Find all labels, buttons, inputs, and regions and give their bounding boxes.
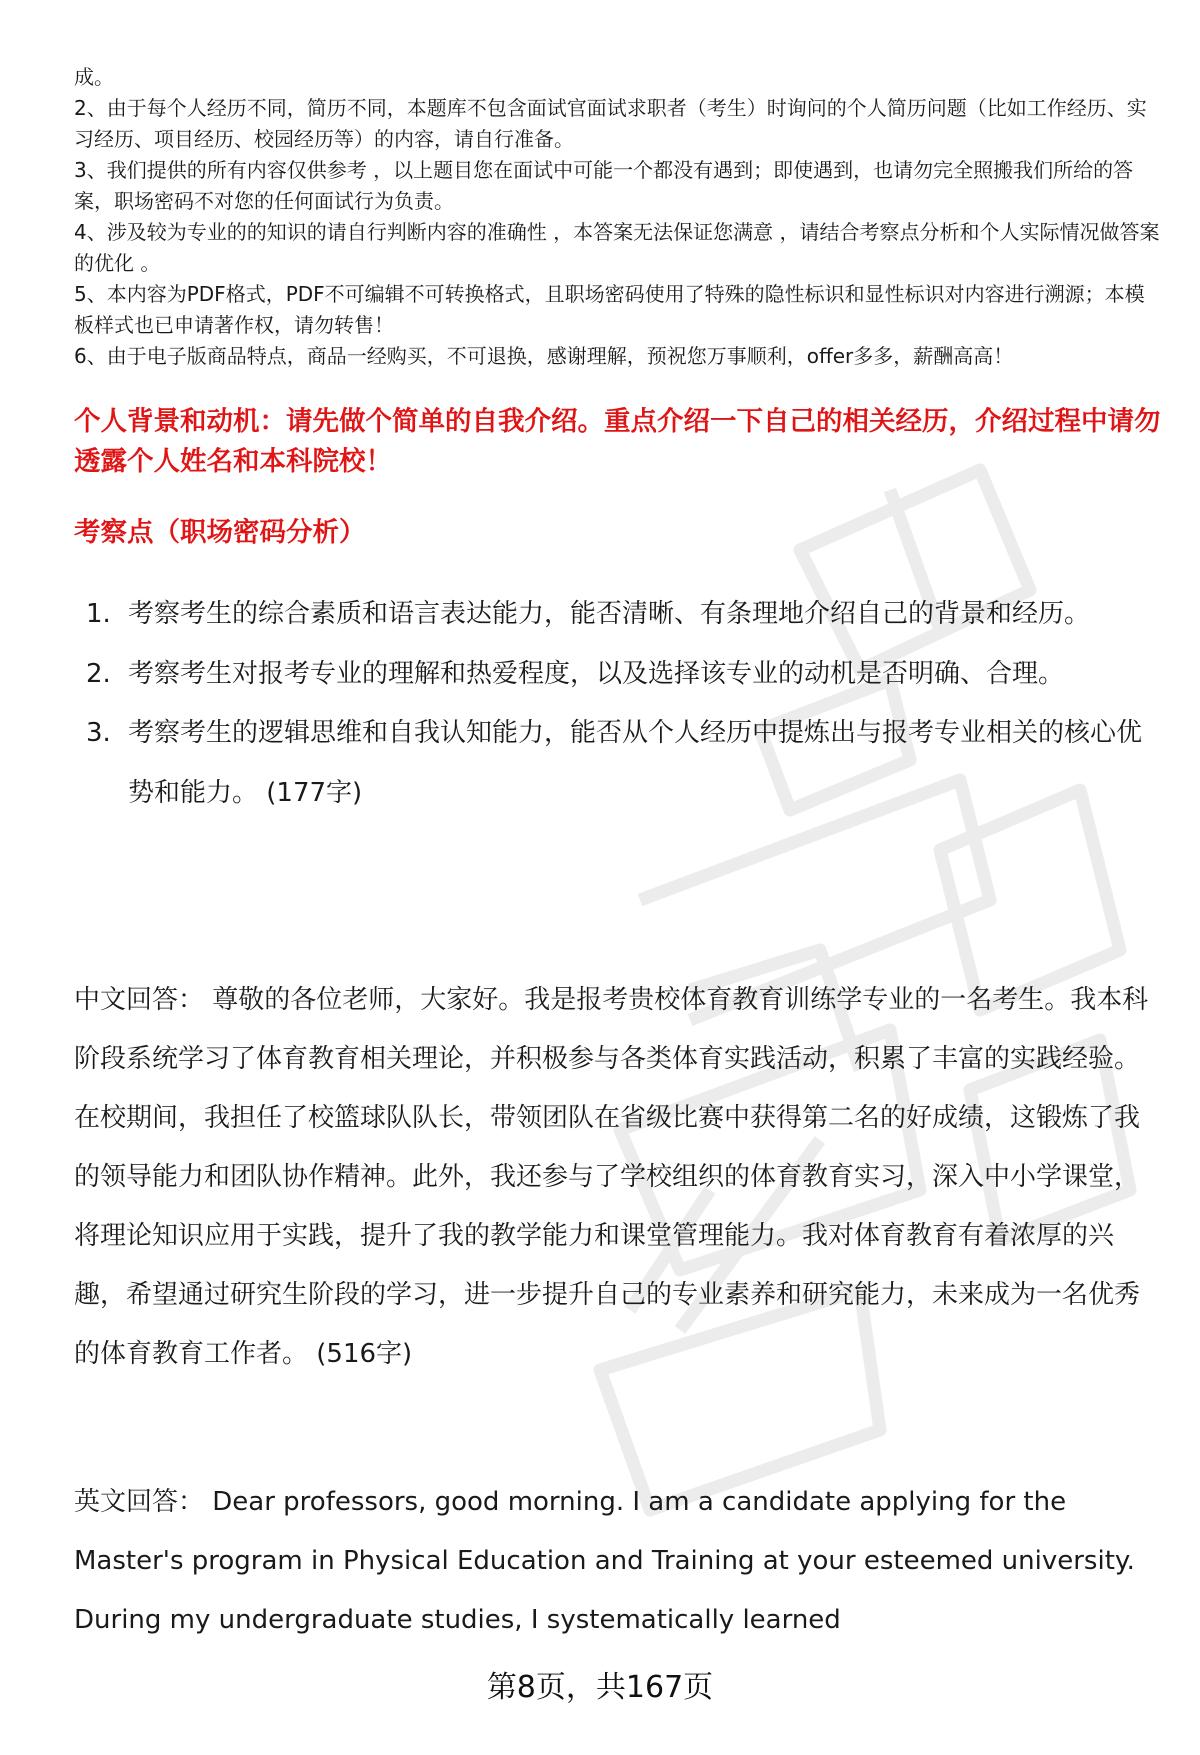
key-point-item <box>74 585 1154 645</box>
key-points-list <box>74 585 1154 823</box>
key-point-number: 1. <box>86 599 111 629</box>
note-item: 6、由于电子版商品特点，商品一经购买，不可退换，感谢理解，预祝您万事顺利，offer多多，薪酬高高！ <box>74 344 1014 368</box>
key-point-number: 3. <box>86 718 111 748</box>
notes-section <box>74 62 1164 372</box>
key-point-item <box>74 704 1154 823</box>
key-point-number: 2. <box>86 658 111 689</box>
english-answer: 英文回答： Dear professors, good morning. I am a candidate applying for the Master's program in Physical Education and Training at your esteemed university. During my undergraduate studies, I systematically learned <box>74 1487 1135 1635</box>
key-point-text: 考察考生的逻辑思维和自我认知能力，能否从个人经历中提炼出与报考专业相关的核心优势和能力。 (177字) <box>128 718 1143 808</box>
note-item: 2、由于每个人经历不同，简历不同，本题库不包含面试官面试求职者（考生）时询问的个人简历问题（比如工作经历、实习经历、项目经历、校园经历等）的内容，请自行准备。 <box>74 96 1147 151</box>
note-item: 4、涉及较为专业的的知识的请自行判断内容的准确性 ，本答案无法保证您满意 ，请结合考察点分析和个人实际情况做答案的优化 。 <box>74 220 1160 275</box>
note-item: 成。 <box>74 65 114 89</box>
note-item: 5、本内容为PDF格式，PDF不可编辑不可转换格式，且职场密码使用了特殊的隐性标识和显性标识对内容进行溯源；本模板样式也已申请著作权，请勿转售！ <box>74 282 1145 337</box>
key-point-text: 考察考生对报考专业的理解和热爱程度，以及选择该专业的动机是否明确、合理。 <box>128 658 1065 689</box>
key-point-text: 考察考生的综合素质和语言表达能力，能否清晰、有条理地介绍自己的背景和经历。 <box>128 599 1091 629</box>
question-heading: 个人背景和动机：请先做个简单的自我介绍。重点介绍一下自己的相关经历，介绍过程中请勿透露个人姓名和本科院校！ <box>74 406 1161 477</box>
page-number: 第8页，共167页 <box>486 1670 714 1705</box>
key-point-item <box>74 645 1154 705</box>
note-item: 3、我们提供的所有内容仅供参考 ，以上题目您在面试中可能一个都没有遇到；即使遇到，也请勿完全照搬我们所给的答案，职场密码不对您的任何面试行为负责。 <box>74 158 1134 213</box>
chinese-answer: 中文回答： 尊敬的各位老师，大家好。我是报考贵校体育教育训练学专业的一名考生。我本科阶段系统学习了体育教育相关理论，并积极参与各类体育实践活动，积累了丰富的实践经验。在校期间，我担任了校篮球队队长，带领团队在省级比赛中获得第二名的好成绩，这锻炼了我的领导能力和团队协作精神。此外，我还参与了学校组织的体育教育实习，深入中小学课堂，将理论知识应用于实践，提升了我的教学能力和课堂管理能力。我对体育教育有着浓厚的兴趣，希望通过研究生阶段的学习，进一步提升自己的专业素养和研究能力，未来成为一名优秀的体育教育工作者。 (516字) <box>74 985 1149 1369</box>
key-points-heading: 考察点（职场密码分析） <box>74 517 366 548</box>
